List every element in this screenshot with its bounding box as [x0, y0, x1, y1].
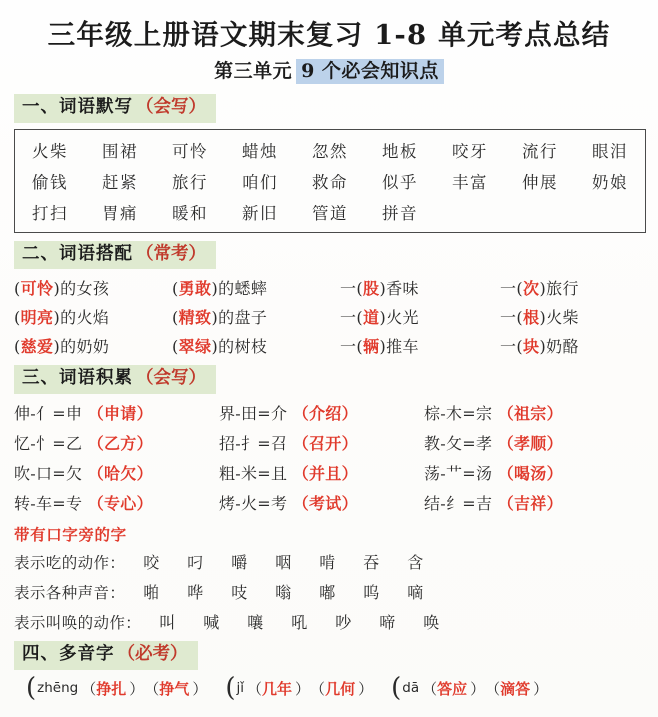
word-cell: 拼音	[382, 204, 418, 224]
section-3	[0, 365, 658, 394]
radical-char-list	[145, 610, 453, 633]
section-4-header	[14, 641, 198, 670]
radical-char: 啼	[379, 613, 396, 633]
character-split-item	[14, 401, 219, 424]
collocation-answer: 道	[363, 308, 380, 328]
section-3-tag: （会写）	[136, 368, 206, 389]
radical-char: 咽	[275, 553, 292, 573]
split-word: （介绍）	[292, 404, 358, 424]
word-cell: 奶娘	[592, 173, 628, 193]
word-cell: 丰富	[452, 173, 488, 193]
radical-char: 叫	[159, 613, 176, 633]
collocation-item: 一(次)旅行	[500, 279, 579, 299]
split-word: （并且）	[292, 464, 358, 484]
polyphone-pinyin: jǐ	[236, 680, 244, 697]
collocation-item: (勇敢)的蟋蟀	[172, 279, 268, 299]
radical-group-title: 带有口字旁的字	[14, 524, 127, 544]
split-equation: 荡-艹=汤	[424, 464, 498, 484]
collocation-item: 一(块)奶酪	[500, 337, 579, 357]
collocation-answer: 股	[363, 279, 380, 299]
collocation-item: 一(根)火柴	[500, 308, 579, 328]
split-equation: 棕-木=宗	[424, 404, 498, 424]
character-split-item	[424, 431, 624, 454]
polyphone-word: 几年	[262, 679, 293, 698]
word-cell: 偷钱	[32, 173, 68, 193]
word-cell: 眼泪	[592, 142, 628, 162]
word-cell: 蜡烛	[242, 142, 278, 162]
character-split-item	[219, 401, 424, 424]
polyphone-word: 挣扎	[96, 679, 127, 698]
character-split-item	[14, 461, 219, 484]
character-split-row	[14, 428, 658, 458]
split-word: （孝顺）	[497, 434, 563, 454]
split-word: （考试）	[292, 494, 358, 514]
polyphone-list	[0, 672, 658, 703]
section-4-name: 多音字	[59, 643, 115, 664]
collocation-row	[14, 302, 658, 331]
radical-char: 嚼	[231, 553, 248, 573]
unit-label: 第三单元	[214, 60, 293, 83]
collocation-answer: 翠绿	[178, 337, 212, 357]
collocation-item: 一(辆)推车	[340, 337, 419, 357]
word-cell: 赶紧	[102, 173, 138, 193]
radical-char: 哗	[187, 583, 204, 603]
polyphone-pinyin: dā	[402, 680, 420, 697]
radical-row	[14, 607, 658, 637]
radical-char: 喊	[203, 613, 220, 633]
collocation-item: (翠绿)的树枝	[172, 337, 268, 357]
radical-row	[14, 577, 658, 607]
word-cell: 火柴	[32, 142, 68, 162]
polyphone-word: 滴答	[500, 679, 531, 698]
section-4-number: 四、	[22, 643, 59, 664]
radical-char: 嗡	[275, 583, 292, 603]
collocation-row	[14, 273, 658, 302]
word-cell: 胃痛	[102, 204, 138, 224]
character-split-item	[219, 461, 424, 484]
word-cell: 打扫	[32, 204, 68, 224]
radical-char: 吱	[231, 583, 248, 603]
collocation-row	[14, 331, 658, 360]
polyphone-word: 挣气	[159, 679, 190, 698]
section-3-name: 词语积累	[59, 368, 133, 389]
radical-char: 含	[407, 553, 424, 573]
split-equation: 忆-忄=乙	[14, 434, 88, 454]
split-word: （喝汤）	[497, 464, 563, 484]
split-equation: 吹-口=欠	[14, 464, 88, 484]
section-3-header	[14, 365, 216, 394]
radical-row-label: 表示叫唤的动作：	[14, 613, 142, 632]
collocation-answer: 可怜	[20, 279, 54, 299]
character-split-item	[424, 461, 624, 484]
word-cell: 救命	[312, 173, 348, 193]
section-1	[0, 94, 658, 123]
polyphone-pinyin: zhēng	[37, 680, 79, 697]
split-equation: 烤-火=考	[219, 494, 293, 514]
radical-char: 啃	[319, 553, 336, 573]
collocation-item: (慈爱)的奶奶	[14, 337, 110, 357]
character-split-row	[14, 488, 658, 518]
word-cell: 咱们	[242, 173, 278, 193]
collocation-answer: 块	[523, 337, 540, 357]
subtitle-row	[0, 59, 658, 84]
split-equation: 伸-亻=申	[14, 404, 88, 424]
page-title: 三年级上册语文期末复习 1-8 单元考点总结	[47, 19, 611, 51]
radical-row	[14, 547, 658, 577]
word-cell: 忽然	[312, 142, 348, 162]
split-word: （申请）	[87, 404, 153, 424]
radical-char: 吵	[335, 613, 352, 633]
collocation-item: (精致)的盘子	[172, 308, 268, 328]
brace-icon: (	[26, 672, 37, 703]
table-row	[15, 197, 645, 228]
character-split-row	[14, 458, 658, 488]
section-4-tag: （必考）	[117, 643, 188, 664]
radical-char: 嘀	[407, 583, 424, 603]
section-2-header	[14, 241, 216, 270]
section-2-number: 二、	[22, 243, 59, 264]
collocation-answer: 辆	[363, 337, 380, 357]
character-split-item	[424, 491, 624, 514]
word-cell: 管道	[312, 204, 348, 224]
word-cell: 旅行	[172, 173, 208, 193]
radical-char: 呜	[363, 583, 380, 603]
radical-char-list	[129, 580, 437, 603]
split-equation: 结-纟=吉	[424, 494, 498, 514]
split-equation: 招-扌=召	[219, 434, 293, 454]
polyphone-group: ( zhēng （ 挣扎 ） （ 挣气 ）	[26, 672, 208, 703]
polyphone-word: 答应	[437, 679, 468, 698]
radical-group-list	[0, 547, 658, 637]
collocation-answer: 勇敢	[178, 279, 212, 299]
collocation-list	[0, 273, 658, 360]
character-split-list	[0, 398, 658, 518]
section-2	[0, 241, 658, 270]
collocation-item: 一(道)火光	[340, 308, 419, 328]
radical-char-list	[129, 550, 437, 573]
radical-char: 嘟	[319, 583, 336, 603]
collocation-answer: 精致	[178, 308, 212, 328]
split-equation: 粗-米=且	[219, 464, 293, 484]
split-word: （专心）	[87, 494, 153, 514]
table-row	[15, 166, 645, 197]
collocation-item: (明亮)的火焰	[14, 308, 110, 328]
radical-char: 叼	[187, 553, 204, 573]
polyphone-group: ( dā （ 答应 ） （ 滴答 ）	[391, 672, 549, 703]
radical-row-label: 表示各种声音：	[14, 583, 126, 602]
word-cell: 可怜	[172, 142, 208, 162]
word-cell: 围裙	[102, 142, 138, 162]
character-split-row	[14, 398, 658, 428]
collocation-answer: 次	[523, 279, 540, 299]
radical-char: 吼	[291, 613, 308, 633]
radical-char: 唤	[423, 613, 440, 633]
radical-row-label: 表示吃的动作：	[14, 553, 126, 572]
split-word: （吉祥）	[497, 494, 563, 514]
section-2-name: 词语搭配	[59, 243, 133, 264]
collocation-answer: 明亮	[20, 308, 54, 328]
word-cell: 流行	[522, 142, 558, 162]
table-row	[15, 135, 645, 166]
character-split-item	[424, 401, 624, 424]
section-4	[0, 641, 658, 670]
knowledge-point-badge: 9 个必会知识点	[296, 59, 444, 84]
radical-char: 啪	[143, 583, 160, 603]
polyphone-word: 几何	[325, 679, 356, 698]
split-equation: 转-车=专	[14, 494, 88, 514]
radical-char: 吞	[363, 553, 380, 573]
section-1-tag: （会写）	[136, 97, 206, 118]
collocation-item: (可怜)的女孩	[14, 279, 110, 299]
collocation-answer: 根	[523, 308, 540, 328]
word-cell: 似乎	[382, 173, 418, 193]
collocation-item: 一(股)香味	[340, 279, 419, 299]
brace-icon: (	[225, 672, 236, 703]
split-word: （乙方）	[87, 434, 153, 454]
character-split-item	[219, 491, 424, 514]
word-cell: 暖和	[172, 204, 208, 224]
section-1-header	[14, 94, 216, 123]
word-table	[14, 129, 646, 233]
split-equation: 教-攵=孝	[424, 434, 498, 454]
split-word: （祖宗）	[497, 404, 563, 424]
character-split-item	[219, 431, 424, 454]
character-split-item	[14, 491, 219, 514]
polyphone-group: ( jǐ （ 几年 ） （ 几何 ）	[225, 672, 374, 703]
word-cell: 咬牙	[452, 142, 488, 162]
split-word: （哈欠）	[87, 464, 153, 484]
character-split-item	[14, 431, 219, 454]
word-cell: 地板	[382, 142, 418, 162]
polyphone-row	[26, 672, 658, 703]
section-1-name: 词语默写	[59, 97, 133, 118]
section-2-tag: （常考）	[136, 243, 206, 264]
split-equation: 界-田=介	[219, 404, 293, 424]
radical-char: 咬	[143, 553, 160, 573]
section-3-number: 三、	[22, 368, 59, 389]
brace-icon: (	[391, 672, 402, 703]
section-1-number: 一、	[22, 97, 59, 118]
radical-char: 嚷	[247, 613, 264, 633]
word-cell: 伸展	[522, 173, 558, 193]
word-cell: 新旧	[242, 204, 278, 224]
collocation-answer: 慈爱	[20, 337, 54, 357]
split-word: （召开）	[292, 434, 358, 454]
